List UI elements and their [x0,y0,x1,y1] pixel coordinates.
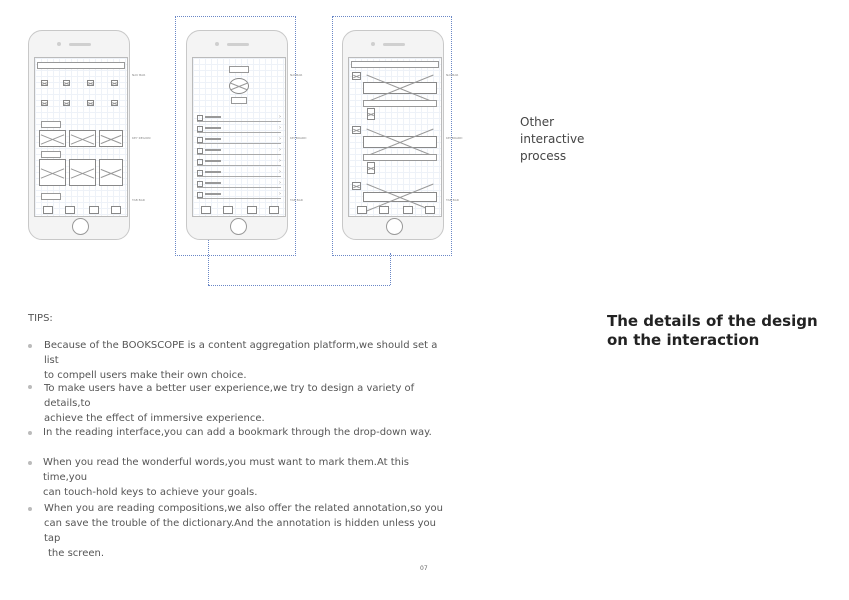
tab-bar-item [379,206,389,214]
book-thumb-wireframe [352,126,361,134]
phone-mockup-profile [186,30,288,240]
tab-bar-item [425,206,435,214]
book-cover-wireframe [99,159,123,186]
avatar-wireframe [229,78,249,94]
heading-line: on the interaction [607,331,760,349]
category-icon-wireframe [63,80,70,86]
tip-line: can save the trouble of the dictionary.And the annotation is hidden unless you tap [44,518,436,544]
content-image-wireframe [367,162,375,174]
menu-row-wireframe: › [197,147,281,155]
tip-line: achieve the effect of immersive experience. [44,413,265,424]
menu-row-wireframe: › [197,180,281,188]
section-heading [607,312,818,350]
text-line-wireframe [363,100,437,107]
content-image-wireframe [363,136,437,148]
bullet-dot [28,507,32,511]
segmented-tabs-wireframe [351,61,439,68]
menu-row-wireframe: › [197,169,281,177]
category-icon-wireframe [87,100,94,106]
tab-bar-item [223,206,233,214]
annotation-nav-bar: NAV BAR [132,73,146,77]
other-process-label [520,114,584,165]
content-image-wireframe [367,108,375,120]
other-process-line: interactive [520,132,585,146]
tip-line: To make users have a better user experience,we try to design a variety of details,to [44,383,415,409]
section-label-wireframe [41,151,61,158]
annotation-tab-bar: TAB BAR [446,198,459,202]
tip-line: can touch-hold keys to achieve your goals. [43,487,258,498]
tips-label: TIPS: [28,313,53,324]
tip-line: When you read the wonderful words,you must want to mark them.At this time,you [43,457,409,483]
bullet-dot [28,431,32,435]
tip-line: In the reading interface,you can add a bookmark through the drop-down way. [43,427,432,438]
section-label-wireframe [41,121,61,128]
book-cover-wireframe [69,130,96,147]
menu-row-wireframe: › [197,136,281,144]
category-icon-wireframe [41,80,48,86]
tip-item [43,425,453,440]
tip-item [44,501,454,561]
section-label-wireframe [41,193,61,200]
tip-line: the screen. [48,548,105,559]
content-image-wireframe [363,192,437,202]
tab-bar-item [269,206,279,214]
book-cover-wireframe [99,130,123,147]
category-icon-wireframe [41,100,48,106]
content-image-wireframe [363,82,437,94]
text-line-wireframe [363,154,437,161]
tip-line: Because of the BOOKSCOPE is a content aggregation platform,we should set a list [44,340,438,366]
category-icon-wireframe [87,80,94,86]
tip-line: When you are reading compositions,we also offer the related annotation,so you [44,503,444,514]
tab-bar-item [357,206,367,214]
home-button [386,218,403,235]
bullet-dot [28,461,32,465]
annotation-navbar: NAVBAR [446,73,459,77]
home-button [72,218,89,235]
tip-item [43,455,453,500]
phone-mockup-home [28,30,130,240]
speaker-grill [383,43,405,46]
menu-row-wireframe: › [197,114,281,122]
other-process-line: process [520,149,567,163]
camera-icon [57,42,61,46]
nav-bar-wireframe [229,66,249,73]
tab-bar-item [247,206,257,214]
wireframe-screen-profile [192,57,286,217]
tip-line: to compell users make their own choice. [44,370,247,381]
menu-row-wireframe: › [197,125,281,133]
tip-item [44,381,454,426]
camera-icon [215,42,219,46]
flow-connector-bottom [208,285,390,286]
annotation-tab-bar: TAB BAR [290,198,303,202]
speaker-grill [69,43,91,46]
speaker-grill [227,43,249,46]
annotation-tab-bar: TAB BAR [132,198,145,202]
book-thumb-wireframe [352,72,361,80]
tab-bar-item [43,206,53,214]
category-icon-wireframe [63,100,70,106]
menu-row-wireframe: › [197,158,281,166]
page-number: 07 [420,565,428,572]
book-cover-wireframe [39,130,66,147]
bullet-dot [28,344,32,348]
category-icon-wireframe [111,100,118,106]
book-thumb-wireframe [352,182,361,190]
camera-icon [371,42,375,46]
wireframe-screen-home [34,57,128,217]
category-icon-wireframe [111,80,118,86]
home-button [230,218,247,235]
other-process-line: Other [520,115,555,129]
book-cover-wireframe [39,159,66,186]
bullet-dot [28,385,32,389]
username-wireframe [231,97,247,104]
search-bar-wireframe [37,62,125,69]
tab-bar-item [111,206,121,214]
menu-row-wireframe: › [197,191,281,199]
tab-bar-item [201,206,211,214]
flow-connector-right [390,253,391,285]
tab-bar-item [403,206,413,214]
tip-item [44,338,454,383]
annotation-navbar: NAVBAR [290,73,303,77]
book-cover-wireframe [69,159,96,186]
annotation-keyboard: KEYBOARD [290,136,307,140]
annotation-key-region: KEY REGION [132,136,151,140]
tab-bar-item [89,206,99,214]
wireframe-screen-bookshelf [348,57,442,217]
heading-line: The details of the design [607,312,818,330]
tab-bar-item [65,206,75,214]
phone-mockup-bookshelf [342,30,444,240]
annotation-keyboard: KEYBOARD [446,136,463,140]
